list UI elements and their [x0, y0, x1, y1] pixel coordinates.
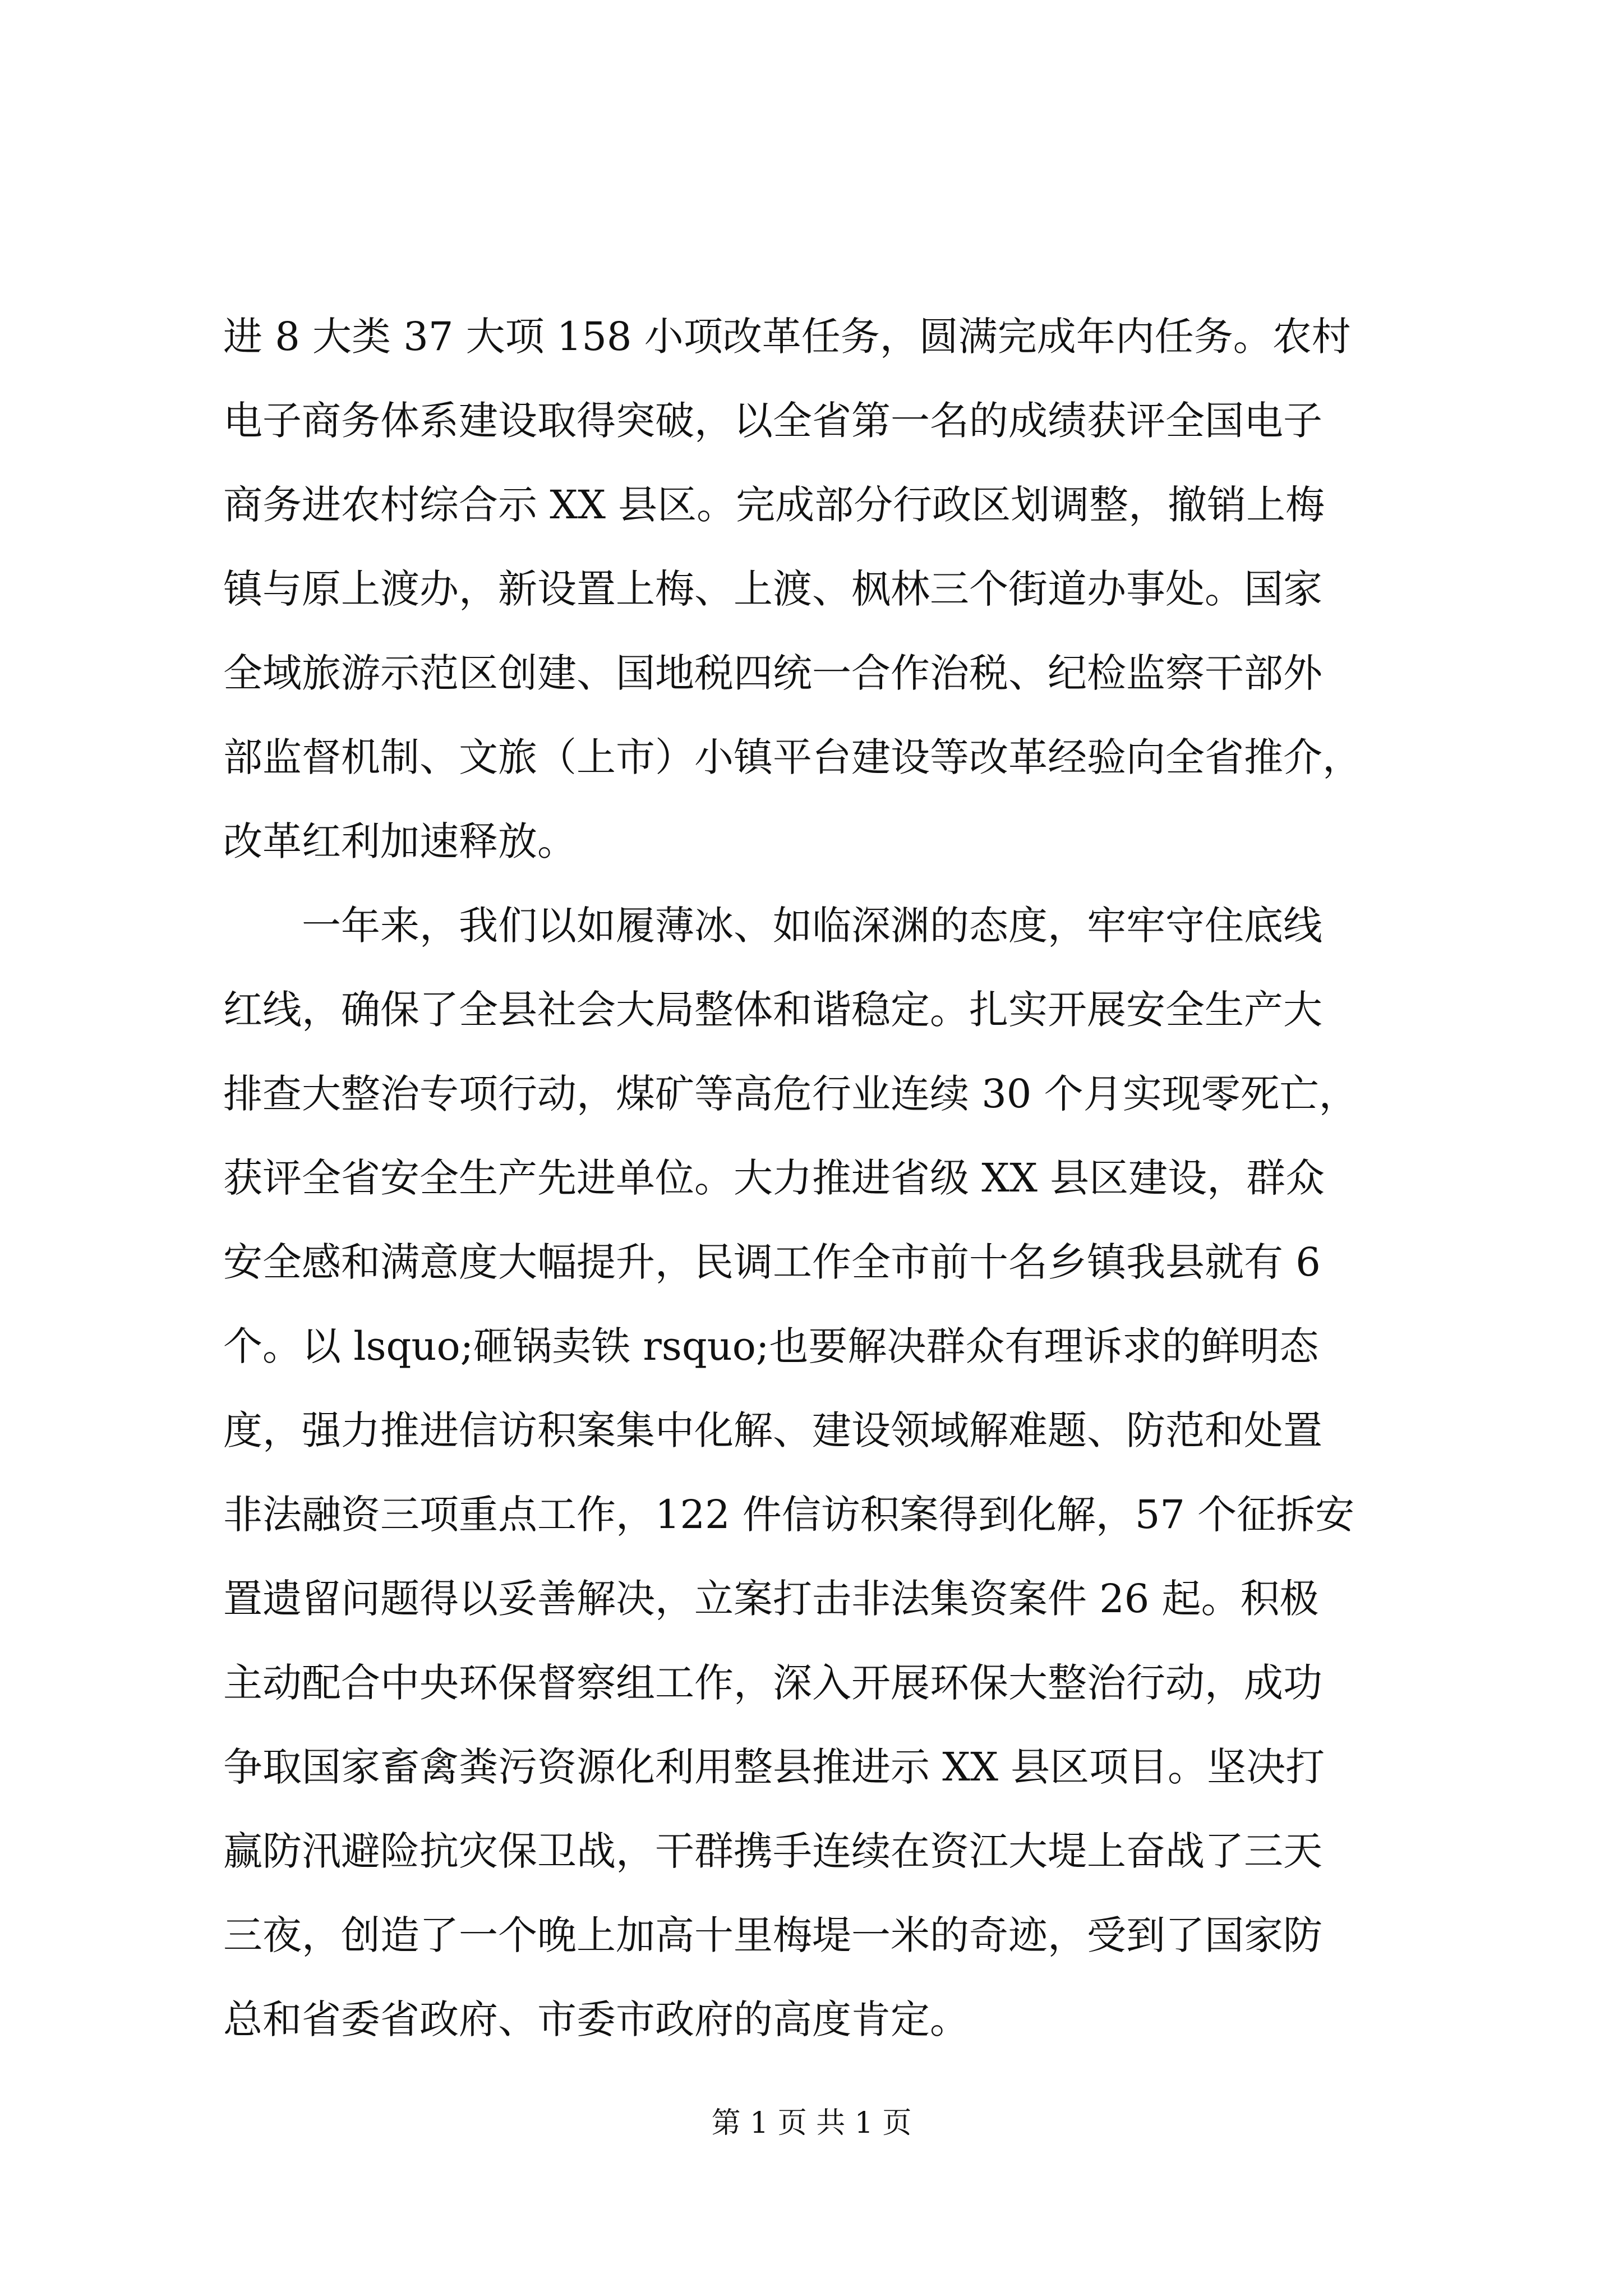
text-line: 非法融资三项重点工作，122 件信访积案得到化解，57 个征拆安: [223, 1492, 1355, 1538]
text-line: 部监督机制、文旅（上市）小镇平台建设等改革经验向全省推介，: [223, 734, 1362, 780]
text-line: 排查大整治专项行动，煤矿等高危行业连续 30 个月实现零死亡，: [223, 1071, 1358, 1117]
page-footer: [0, 2101, 1623, 2146]
text-line: 总和省委省政府、市委市政府的高度肯定。: [223, 1996, 969, 2042]
text-line: 全域旅游示范区创建、国地税四统一合作治税、纪检监察干部外: [223, 650, 1322, 696]
text-line: 进 8 大类 37 大项 158 小项改革任务，圆满完成年内任务。农村: [223, 314, 1351, 360]
text-line: 度，强力推进信访积案集中化解、建设领域解难题、防范和处置: [223, 1407, 1322, 1453]
paragraph-first-line: 一年来，我们以如履薄冰、如临深渊的态度，牢牢守住底线: [302, 903, 1322, 949]
text-line: 三夜，创造了一个晚上加高十里梅堤一米的奇迹，受到了国家防: [223, 1912, 1322, 1958]
text-line: 商务进农村综合示 XX 县区。完成部分行政区划调整，撤销上梅: [223, 482, 1325, 528]
text-line: 个。以 lsquo;砸锅卖铁 rsquo;也要解决群众有理诉求的鲜明态: [223, 1323, 1319, 1369]
text-line: 镇与原上渡办，新设置上梅、上渡、枫林三个街道办事处。国家: [223, 566, 1322, 612]
page-number-label: 第 1 页 共 1 页: [711, 2106, 912, 2140]
text-line: 赢防汛避险抗灾保卫战，干群携手连续在资江大堤上奋战了三天: [223, 1828, 1322, 1874]
text-line: 安全感和满意度大幅提升，民调工作全市前十名乡镇我县就有 6: [223, 1239, 1321, 1285]
text-line: 主动配合中央环保督察组工作，深入开展环保大整治行动，成功: [223, 1660, 1322, 1706]
text-line: 改革红利加速释放。: [223, 818, 577, 864]
text-line: 置遗留问题得以妥善解决，立案打击非法集资案件 26 起。积极: [223, 1576, 1319, 1622]
text-line: 争取国家畜禽粪污资源化利用整县推进示 XX 县区项目。坚决打: [223, 1744, 1325, 1790]
text-line: 获评全省安全生产先进单位。大力推进省级 XX 县区建设，群众: [223, 1155, 1325, 1201]
text-line: 电子商务体系建设取得突破，以全省第一名的成绩获评全国电子: [223, 398, 1322, 444]
text-line: 红线，确保了全县社会大局整体和谐稳定。扎实开展安全生产大: [223, 987, 1322, 1033]
